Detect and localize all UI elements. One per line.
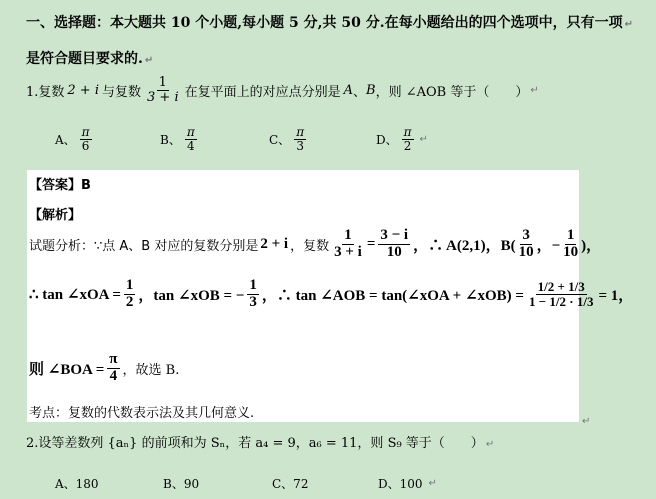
analysis-l1-comma: ，−	[536, 237, 561, 254]
q1-option-c	[269, 126, 306, 152]
answer-box	[27, 170, 634, 422]
option-label: C、72	[272, 477, 309, 491]
paragraph-mark-icon: ↵	[419, 133, 428, 145]
question-2	[26, 432, 494, 451]
option-denominator: 2	[403, 138, 412, 153]
option-fraction	[80, 126, 92, 152]
analysis-line-1	[29, 228, 601, 261]
section-heading-text: 一、选择题：本大题共 10 个小题,每小题 5 分,共 50 分.在每小题给出的四个选项中，只有一项	[26, 15, 623, 31]
q1-complex-1: 2 + i	[67, 82, 99, 98]
q1-option-d	[376, 126, 428, 152]
frac-numerator: 1	[249, 277, 257, 293]
paragraph-mark-icon: ↵	[582, 416, 591, 427]
analysis-l2-end: = 1，	[598, 287, 634, 304]
paragraph-mark-icon: ↵	[624, 19, 633, 30]
q1-option-a	[55, 126, 92, 152]
frac-denominator: 2	[125, 293, 134, 310]
analysis-l1-end: )，	[581, 237, 602, 254]
frac-numerator: 3	[522, 227, 530, 243]
question-1	[26, 76, 539, 104]
analysis-l1-frac3	[517, 228, 536, 261]
q2-option-c	[272, 475, 308, 492]
analysis-l3-frac	[107, 352, 119, 385]
q1-mid-text: 与复数	[102, 84, 142, 100]
q1-fraction-denominator: 3 + i	[147, 89, 179, 105]
option-denominator: 4	[186, 138, 195, 153]
frac-numerator: 1	[125, 277, 134, 293]
analysis-line-2	[29, 278, 633, 311]
q1-prefix: 1.复数	[26, 84, 65, 100]
option-denominator: 6	[81, 138, 90, 153]
frac-denominator: 3 + i	[334, 243, 362, 260]
analysis-l2-a: ∴ tan ∠xOA =	[29, 286, 121, 303]
analysis-l3-b: ，故选 B.	[122, 362, 180, 378]
option-label: A、	[55, 132, 76, 147]
paragraph-mark-icon: ↵	[485, 439, 495, 450]
analysis-l2-compound-frac	[527, 280, 595, 308]
analysis-l2-b: ，tan ∠xOB = −	[138, 287, 245, 304]
analysis-l1-eq: =	[366, 235, 376, 252]
paragraph-mark-icon: ↵	[530, 84, 539, 96]
option-denominator: 3	[296, 138, 304, 153]
q2-option-d	[378, 475, 437, 492]
option-label: B、	[160, 132, 181, 147]
q2-option-a	[55, 475, 99, 492]
analysis-l2-frac1	[124, 278, 136, 311]
q1-suffix: 在复平面上的对应点分别是	[184, 84, 341, 100]
q1-point-a: A	[343, 82, 354, 98]
option-fraction	[402, 126, 414, 152]
analysis-l2-c: ，∴ tan ∠AOB = tan(∠xOA + ∠xOB) =	[261, 287, 524, 304]
analysis-l2-frac2	[247, 278, 259, 311]
option-numerator: π	[81, 125, 90, 139]
paragraph-mark-icon: ↵	[428, 478, 437, 489]
analysis-l1-frac2	[378, 228, 410, 261]
option-label: D、100	[378, 477, 423, 491]
option-fraction	[294, 126, 306, 152]
q1-fraction	[145, 76, 181, 104]
q1-tail: ，则 ∠AOB 等于（ ）	[375, 84, 529, 100]
frac-numerator: 1	[344, 227, 352, 243]
answer-tag: 【答案】B	[29, 178, 91, 193]
frac-numerator: π	[109, 351, 118, 367]
option-label: B、90	[163, 477, 200, 491]
analysis-l1-text: 试题分析：∵点 A、B 对应的复数分别是	[29, 238, 259, 254]
q1-option-b	[160, 126, 197, 152]
analysis-l3-a: 则 ∠BOA =	[29, 361, 105, 378]
option-label: C、	[269, 132, 291, 147]
frac-denominator: 10	[563, 243, 579, 260]
frac-numerator: 3 − i	[380, 227, 409, 243]
frac-denominator: 4	[109, 367, 118, 384]
q2-option-b	[163, 475, 199, 492]
section-heading-text-2: 是符合题目要求的.	[26, 51, 143, 67]
option-numerator: π	[403, 125, 412, 139]
analysis-keypoint: 考点：复数的代数表示法及其几何意义.	[29, 406, 255, 421]
frac-denominator: 10	[386, 243, 402, 260]
analysis-tag: 【解析】	[29, 208, 82, 223]
section-heading-line1	[26, 12, 633, 32]
analysis-l1-points: ，∴ A(2,1)，B(	[413, 237, 516, 254]
option-label: A、180	[55, 477, 99, 491]
option-numerator: π	[296, 125, 305, 139]
q2-text: 2.设等差数列 {aₙ} 的前项和为 Sₙ，若 a₄ = 9，a₆ = 11，则 S₉ 等于（ ）	[26, 436, 484, 451]
section-heading-line2	[26, 48, 153, 68]
analysis-l1-frac1	[332, 228, 364, 261]
frac-denominator: 10	[518, 243, 534, 260]
frac-denominator: 3	[249, 293, 257, 310]
paragraph-mark-icon: ↵	[144, 55, 154, 66]
q1-fraction-numerator: 1	[158, 75, 167, 90]
analysis-l1-frac4	[561, 228, 580, 261]
analysis-line-3	[29, 352, 179, 385]
option-label: D、	[376, 132, 398, 147]
analysis-l1-mid: ，复数	[290, 238, 330, 254]
option-fraction	[185, 126, 197, 152]
analysis-l1-complex: 2 + i	[260, 235, 289, 252]
frac-numerator: 1	[566, 227, 575, 243]
frac-numerator: 1/2 + 1/3	[537, 279, 585, 295]
q1-separator: 、	[353, 84, 367, 100]
q1-point-b: B	[366, 82, 376, 98]
frac-denominator: 1 − 1/2 · 1/3	[528, 293, 594, 309]
option-numerator: π	[186, 125, 195, 139]
